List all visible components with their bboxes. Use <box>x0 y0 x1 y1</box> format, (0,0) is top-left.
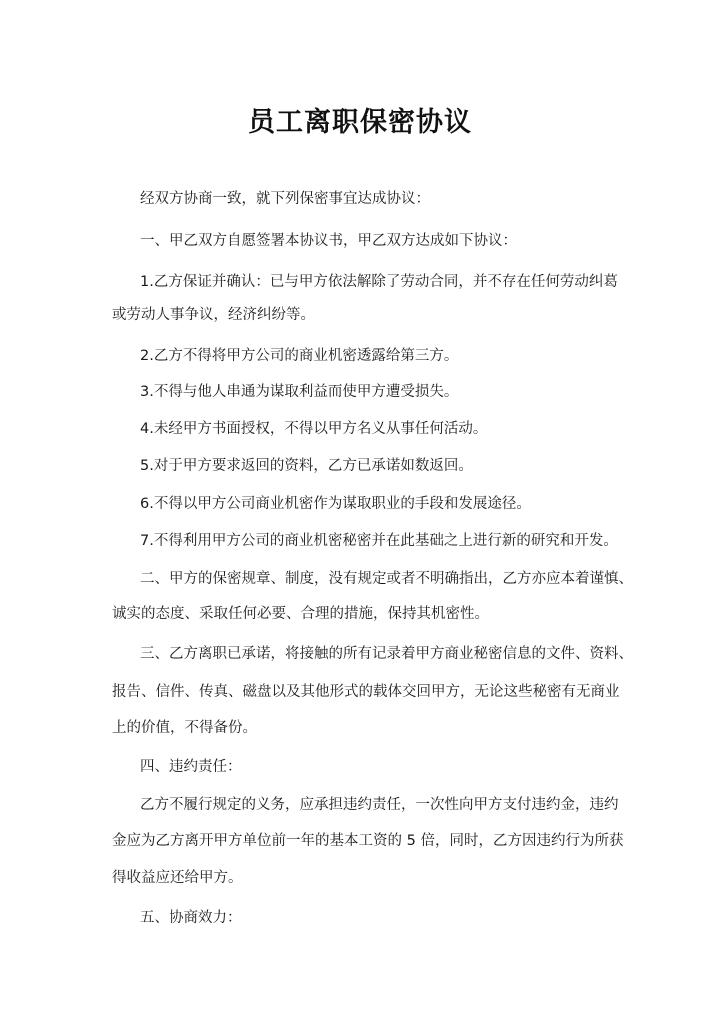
section-3-line-3: 上的价值，不得备份。 <box>112 720 257 736</box>
clause-3: 3.不得与他人串通为谋取利益而使甲方遭受损失。 <box>140 384 459 400</box>
section-2-line-2: 诚实的态度、采取任何必要、合理的措施，保持其机密性。 <box>112 606 489 622</box>
section-3-line-2: 报告、信件、传真、磁盘以及其他形式的载体交回甲方，无论这些秘密有无商业 <box>112 684 620 700</box>
section-1-heading: 一、甲乙双方自愿签署本协议书，甲乙双方达成如下协议： <box>140 233 517 249</box>
section-4-heading: 四、违约责任： <box>140 759 242 775</box>
section-5-heading: 五、协商效力： <box>140 910 242 926</box>
section-4-line-1: 乙方不履行规定的义务，应承担违约责任，一次性向甲方支付违约金，违约 <box>140 797 619 813</box>
clause-7: 7.不得利用甲方公司的商业机密秘密并在此基础之上进行新的研究和开发。 <box>140 533 618 549</box>
section-4-line-3: 得收益应还给甲方。 <box>112 870 243 886</box>
clause-4: 4.未经甲方书面授权，不得以甲方名义从事任何活动。 <box>140 421 488 437</box>
intro-line: 经双方协商一致，就下列保密事宜达成协议： <box>140 191 430 207</box>
section-2-line-1: 二、甲方的保密规章、制度，没有规定或者不明确指出，乙方亦应本着谨慎、 <box>140 571 633 587</box>
clause-1-line-2: 或劳动人事争议，经济纠纷等。 <box>112 307 315 323</box>
clause-6: 6.不得以甲方公司商业机密作为谋取职业的手段和发展途径。 <box>140 496 531 512</box>
clause-1-line-1: 1.乙方保证并确认：已与甲方依法解除了劳动合同，并不存在任何劳动纠葛 <box>140 274 618 290</box>
section-4-line-2: 金应为乙方离开甲方单位前一年的基本工资的 5 倍，同时，乙方因违约行为所获 <box>112 833 624 849</box>
document-title: 员工离职保密协议 <box>248 107 472 138</box>
clause-2: 2.乙方不得将甲方公司的商业机密透露给第三方。 <box>140 348 459 364</box>
clause-5: 5.对于甲方要求返回的资料，乙方已承诺如数返回。 <box>140 458 473 474</box>
section-3-line-1: 三、乙方离职已承诺，将接触的所有记录着甲方商业秘密信息的文件、资料、 <box>140 646 633 662</box>
